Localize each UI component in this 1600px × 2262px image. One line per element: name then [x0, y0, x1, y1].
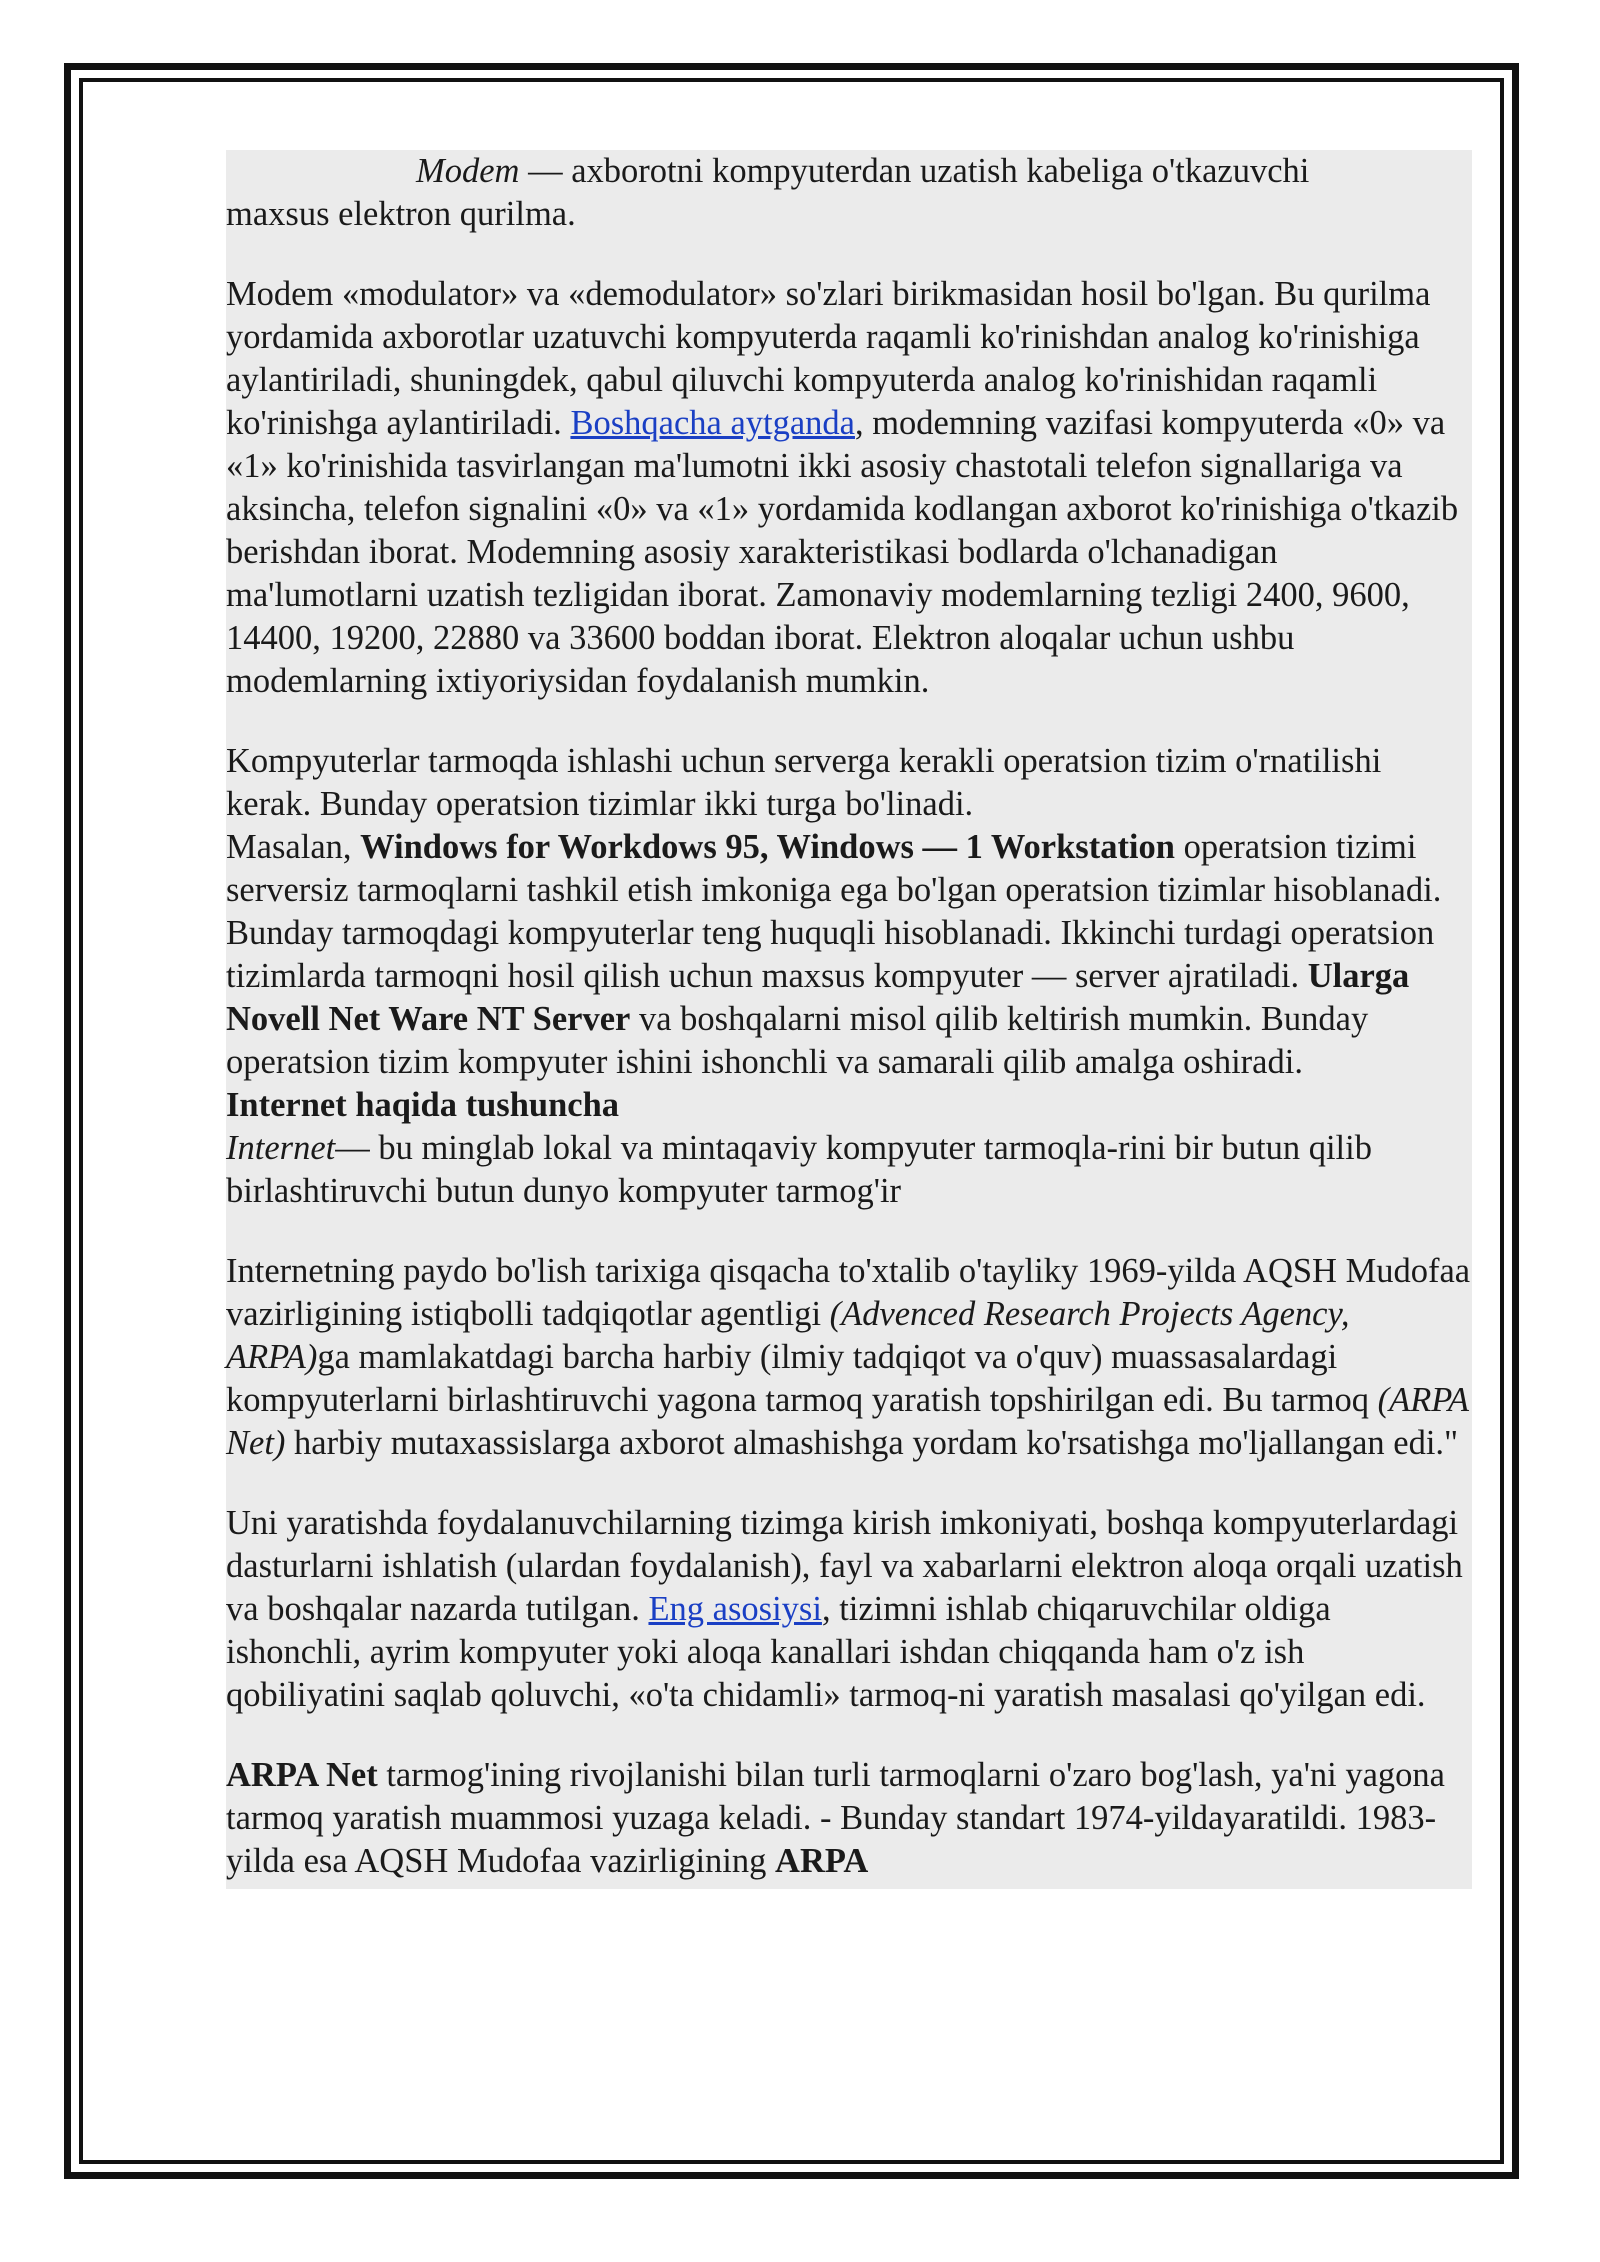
growth-text: tarmog'ining rivojlanishi bilan turli tarmoqlarni o'zaro bog'lash, ya'ni yagona tarmoq yaratish muammosi yuzaga keladi. - Bunday standart 1974-yildayaratildi. 1983-yilda esa AQSH Mudofaa vazirligining [226, 1756, 1445, 1880]
paragraph-modem-definition-cont: maxsus elektron qurilma. [226, 195, 576, 233]
os-examples-text: operatsion tizimi serversiz tarmoqlarni tashkil etish imkoniga ega bo'lgan operatsion tizimlar hisoblanadi. Bunday tarmoqdagi kompyuterlar teng huquqli hisoblanadi. Ikkinchi turdagi operatsion tizimlarda tarmoqni hosil qilish uchun maxsus kompyuter — server ajratiladi. [226, 828, 1442, 995]
history-text-c: harbiy mutaxassislarga axborot almashishga yordam ko'rsatishga mo'ljallangan edi." [285, 1424, 1459, 1462]
paragraph-gap [226, 1717, 1472, 1754]
modem-definition-text: — axborotni kompyuterdan uzatish kabeliga o'tkazuvchi [519, 152, 1310, 190]
os-examples-bold-novell: Ularga Novell Net Ware NT Server [226, 957, 1410, 1038]
internet-definition-text: — bu minglab lokal va mintaqaviy kompyuter tarmoqla-rini bir butun qilib birlashtiruvchi butun dunyo kompyuter tarmog'ir [226, 1129, 1372, 1210]
paragraph-arpanet-growth [226, 1754, 1472, 1889]
history-text-b: ga mamlakatdagi barcha harbiy (ilmiy tadqiqot va o'quv) muassasalardagi kompyuterlarni birlashtiruvchi yagona tarmoq yaratish topshirilgan edi. Bu tarmoq [226, 1338, 1378, 1419]
paragraph-gap [226, 236, 1472, 273]
modem-details-text-cont: , modemning vazifasi kompyuterda «0» va «1» ko'rinishida tasvirlangan ma'lumotni ikki asosiy chastotali telefon signallariga va aksincha, telefon signalini «0» va «1» yordamida kodlangan axborot ko'rinishiga o'tkazib berishdan iborat. Modemning asosiy xarakteristikasi bodlarda o'lchanadigan ma'lumotlarni uzatish tezligidan iborat. Zamonaviy modemlarning tezligi 2400, 9600, 14400, 19200, 22880 va 33600 boddan iborat. Elektron aloqalar uchun ushbu modemlarning ixtiyoriysidan foydalanish mumkin. [226, 404, 1459, 700]
paragraph-gap [226, 1465, 1472, 1502]
paragraph-os-intro: Kompyuterlar tarmoqda ishlashi uchun serverga kerakli operatsion tizim o'rnatilishi kerak. Bunday operatsion tizimlar ikki turga bo'linadi. [226, 742, 1382, 823]
history-text-a: Internetning paydo bo'lish tarixiga qisqacha to'xtalib o'tayliky 1969-yilda AQSH Mudofaa vazirligining istiqbolli tadqiqotlar agentligi [226, 1252, 1471, 1333]
os-examples-bold-windows: Windows for Workdows 95, Windows — 1 Workstation [360, 828, 1175, 866]
goals-text-cont: , tizimni ishlab chiqaruvchilar oldiga ishonchli, ayrim kompyuter yoki aloqa kanallari ishdan chiqqanda ham o'z ish qobiliyatini saqlab qoluvchi, «o'ta chidamli» tarmoq-ni yaratish masalasi qo'yilgan edi. [226, 1590, 1426, 1714]
paragraph-gap [226, 1213, 1472, 1250]
paragraph-internet-history [226, 1250, 1472, 1465]
paragraph-modem-details [226, 273, 1472, 703]
link-eng-asosiysi[interactable]: Eng asosiysi [648, 1590, 822, 1628]
os-examples-lead: Masalan, [226, 828, 361, 866]
link-boshqacha-aytganda[interactable]: Boshqacha aytganda [570, 404, 855, 442]
paragraph-os-examples [226, 826, 1472, 1084]
paragraph-gap [226, 703, 1472, 740]
growth-bold-arpanet: ARPA Net [226, 1756, 378, 1794]
paragraph-modem-definition [226, 150, 1472, 193]
term-internet: Internet [226, 1129, 336, 1167]
history-italic-arpanet: (ARPA Net) [226, 1381, 1469, 1462]
history-italic-arpa: (Advenced Research Projects Agency, ARPA) [226, 1295, 1350, 1376]
paragraph-internet-definition [226, 1127, 1472, 1213]
section-heading-internet [226, 1084, 1472, 1127]
os-examples-end: va boshqalarni misol qilib keltirish mumkin. Bunday operatsion tizim kompyuter ishini ishonchli va samarali qilib amalga oshiradi. [226, 1000, 1369, 1081]
paragraph-network-goals [226, 1502, 1472, 1717]
goals-text: Uni yaratishda foydalanuvchilarning tizimga kirish imkoniyati, boshqa kompyuterlardagi dasturlarni ishlatish (ulardan foydalanish), fayl va xabarlarni elektron aloqa orqali uzatish va boshqalar nazarda tutilgan. [226, 1504, 1463, 1628]
section-heading-text: Internet haqida tushuncha [226, 1086, 620, 1124]
modem-details-text: Modem «modulator» va «demodulator» so'zlari birikmasidan hosil bo'lgan. Bu qurilma yordamida axborotlar uzatuvchi kompyuterda raqamli ko'rinishdan analog ko'rinishiga aylantiriladi, shuningdek, qabul qiluvchi kompyuterda analog ko'rinishidan raqamli ko'rinishga aylantiriladi. [226, 275, 1431, 442]
document-body [226, 150, 1472, 1889]
growth-bold-arpa: ARPA [775, 1842, 869, 1880]
term-modem: Modem [416, 152, 520, 190]
